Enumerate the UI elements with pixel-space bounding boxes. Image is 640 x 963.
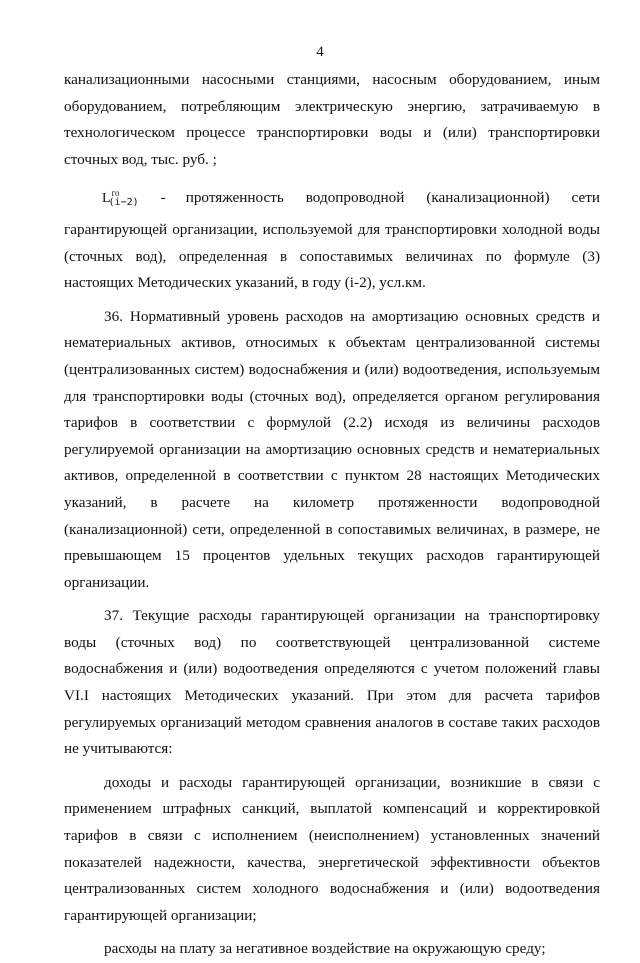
formula-first-line: протяженность водопроводной (канализационной) сети — [185, 189, 600, 207]
formula-symbol-main: L — [102, 191, 111, 207]
formula-dash: - — [160, 189, 166, 207]
document-body — [64, 67, 600, 963]
formula-description: гарантирующей организации, используемой для транспортировки холодной воды (сточных вод), определенная в сопоставимых величинах по формуле (3) настоящих Методических указаний, в году (i-2), усл.км. — [64, 220, 600, 292]
formula-symbol — [102, 180, 139, 217]
formula-definition — [64, 180, 600, 217]
paragraph-37: 37. Текущие расходы гарантирующей организации на транспортировку воды (сточных вод) по соответствующей централизованной системе водоснабжения и (или) водоотведения определяются с учетом положений главы VI.I настоящих Методических указаний. При этом для расчета тарифов регулируемых организаций методом сравнения аналогов в составе таких расходов не учитываются: — [64, 607, 600, 758]
formula-symbol-superscript: го — [111, 188, 120, 199]
paragraph-intro: канализационными насосными станциями, насосным оборудованием, иным оборудованием, потребляющим электрическую энергию, затрачиваемую в технологическом процессе транспортировки воды и (или) транспортировки сточных вод, тыс. руб. ; — [64, 71, 600, 168]
paragraph-36: 36. Нормативный уровень расходов на амортизацию основных средств и нематериальных активов, относимых к объектам централизованной системы (централизованных систем) водоснабжения и (или) водоотведения, используемым для транспортировки воды (сточных вод), определяется органом регулирования тарифов в соответствии с формулой (2.2) исходя из величины расходов регулируемой организации на амортизацию основных средств и нематериальных активов, определенной в соответствии с пунктом 28 настоящих Методических указаний, в расчете на километр протяженности водопроводной (канализационной) сети, определенной в сопоставимых величинах, в размере, не превышающем 15 процентов удельных текущих расходов гарантирующей организации. — [64, 307, 600, 591]
formula-symbol-subscript: (i−2) — [108, 197, 139, 209]
page-number: 4 — [316, 44, 324, 60]
list-item-environment-fee: расходы на плату за негативное воздействие на окружающую среду; — [104, 940, 546, 958]
list-item-income-expenses: доходы и расходы гарантирующей организации, возникшие в связи с применением штрафных санкций, выплатой компенсаций и корректировкой тарифов в связи с исполнением (неисполнением) установленных значений показателей надежности, качества, энергетической эффективности объектов централизованных систем холодного водоснабжения и (или) водоотведения гарантирующей организации; — [64, 773, 600, 924]
